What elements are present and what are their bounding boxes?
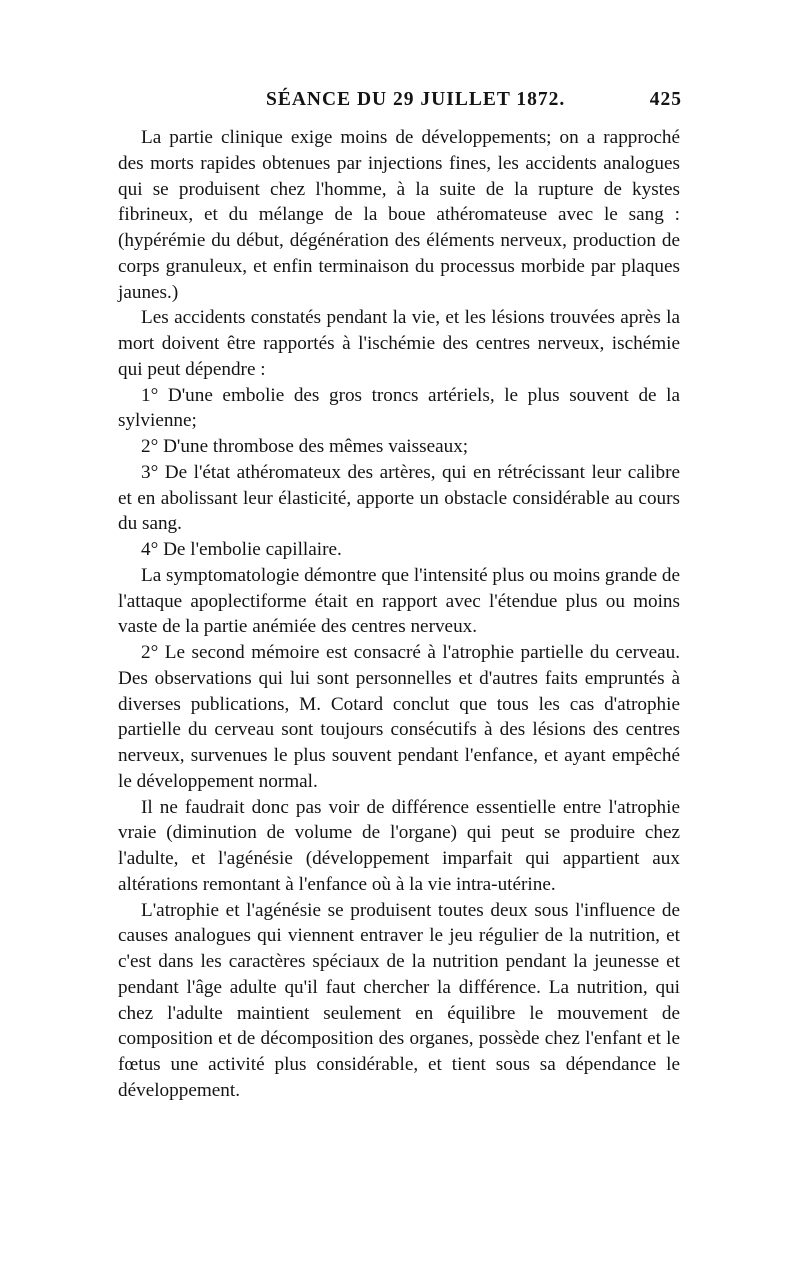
paragraph-nutrition: L'atrophie et l'agénésie se produisent toutes deux sous l'influence de causes analogues qui viennent entraver le jeu régulier de la nutrition, et c'est dans les caractères spéciaux de la nutrition pendant la jeunesse et pendant l'âge adulte qu'il faut chercher la différence. La nutrition, qui chez l'adulte maintient seulement en équilibre le mouvement de composition et de décomposition des organes, possède chez l'enfant et le fœtus une activité plus considérable, et tient sous sa dépendance le développement.	[118, 899, 680, 1101]
paragraph-second-memoir: 2° Le second mémoire est consacré à l'atrophie partielle du cerveau. Des observations qui lui sont personnelles et d'autres faits empruntés à diverses publications, M. Cotard conclut que tous les cas d'atrophie partielle du cerveau sont toujours consécutifs à des lésions des centres nerveux, survenues le plus souvent pendant l'enfance, et ayant empêché le développement normal.	[118, 642, 680, 792]
running-head	[118, 89, 682, 113]
paragraph-ischemia: Les accidents constatés pendant la vie, et les lésions trouvées après la mort doivent être rapportés à l'ischémie des centres nerveux, ischémie qui peut dépendre :	[118, 307, 680, 380]
page-number: 425	[649, 89, 682, 110]
paragraph-cause-atheroma: 3° De l'état athéromateux des artères, qui en rétrécissant leur calibre et en abolissant leur élasticité, apporte un obstacle considérable au cours du sang.	[118, 461, 680, 535]
running-title: SÉANCE DU 29 JUILLET 1872.	[266, 89, 566, 110]
paragraph-clinical-part: La partie clinique exige moins de développements; on a rapproché des morts rapides obtenues par injections fines, les accidents analogues qui se produisent chez l'homme, à la suite de la rupture de kystes fibrineux, et du mélange de la boue athéromateuse avec le sang : (hypérémie du début, dégénération des éléments nerveux, production de corps granuleux, et enfin terminaison du processus morbide par plaques jaunes.)	[118, 127, 680, 303]
body-text	[118, 125, 680, 1104]
paragraph-cause-capillary-embolism: 4° De l'embolie capillaire.	[141, 539, 342, 560]
paragraph-symptomatology: La symptomatologie démontre que l'intensité plus ou moins grande de l'attaque apoplectiforme était en rapport avec l'étendue plus ou moins vaste de la partie anémiée des centres nerveux.	[118, 564, 681, 638]
paragraph-atrophy-agenesis: Il ne faudrait donc pas voir de différence essentielle entre l'atrophie vraie (diminution de volume de l'organe) qui peut se produire chez l'adulte, et l'agénésie (développement imparfait qui appartient aux altérations remontant à l'enfance où à la vie intra-utérine.	[118, 796, 680, 895]
paragraph-cause-thrombosis: 2° D'une thrombose des mêmes vaisseaux;	[141, 436, 469, 457]
paragraph-cause-embolism: 1° D'une embolie des gros troncs artériels, le plus souvent de la sylvienne;	[118, 384, 680, 432]
